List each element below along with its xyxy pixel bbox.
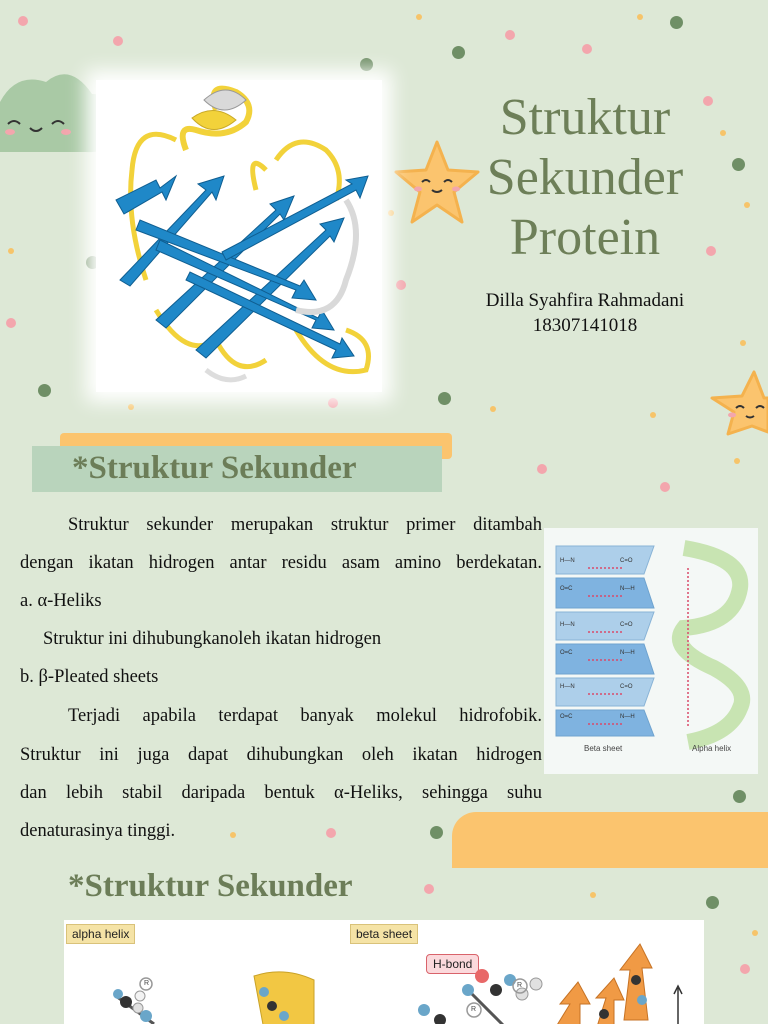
- svg-text:O=C: O=C: [560, 714, 573, 720]
- green-dot: [38, 384, 51, 397]
- svg-text:C=O: C=O: [620, 684, 633, 690]
- r-group-label: R: [517, 982, 523, 989]
- svg-text:O=C: O=C: [560, 586, 573, 592]
- svg-text:N—H: N—H: [620, 586, 635, 592]
- secondary-structure-figure: [544, 528, 758, 774]
- paragraph-line: Struktur ini juga dapat dihubungkan oleh ikatan hidrogen: [20, 745, 542, 765]
- author-name: Dilla Syahfira Rahmadani: [485, 290, 685, 311]
- yellow-dot: [8, 248, 14, 254]
- alpha-beta-figure: [64, 920, 704, 1024]
- paragraph-line: Struktur sekunder merupakan struktur primer ditambah: [68, 515, 542, 535]
- svg-text:C=O: C=O: [620, 622, 633, 628]
- title-line: Struktur: [499, 89, 671, 146]
- svg-text:N—H: N—H: [620, 650, 635, 656]
- paragraph-line: denaturasinya tinggi.: [20, 821, 176, 841]
- yellow-dot: [744, 202, 750, 208]
- pink-dot: [537, 464, 547, 474]
- svg-text:O=C: O=C: [560, 650, 573, 656]
- section-heading: *Struktur Sekunder: [72, 450, 357, 486]
- figure-tag: beta sheet: [350, 924, 418, 944]
- green-dot: [733, 790, 746, 803]
- hbond-label: H-bond: [426, 954, 479, 974]
- figure-tag: alpha helix: [66, 924, 135, 944]
- title-line: Sekunder: [486, 149, 684, 206]
- yellow-dot: [752, 930, 758, 936]
- pink-dot: [424, 884, 434, 894]
- page-title: [440, 88, 730, 268]
- yellow-dot: [650, 412, 656, 418]
- figure-caption: Beta sheet: [584, 744, 623, 753]
- pink-dot: [6, 318, 16, 328]
- star-illustration: [708, 368, 768, 436]
- yellow-dot: [490, 406, 496, 412]
- pink-dot: [18, 16, 28, 26]
- green-dot: [438, 392, 451, 405]
- r-group-label: R: [471, 1006, 477, 1013]
- yellow-dot: [734, 458, 740, 464]
- paragraph-line: dengan ikatan hidrogen antar residu asam amino berdekatan.: [20, 553, 542, 573]
- pink-dot: [740, 964, 750, 974]
- list-item-beta: b. β-Pleated sheets: [20, 667, 159, 687]
- svg-text:H—N: H—N: [560, 558, 575, 564]
- yellow-dot: [740, 340, 746, 346]
- svg-text:H—N: H—N: [560, 684, 575, 690]
- yellow-dot: [637, 14, 643, 20]
- yellow-dot: [590, 892, 596, 898]
- accent-panel: [452, 812, 768, 868]
- r-group-label: R: [144, 980, 150, 987]
- pink-dot: [505, 30, 515, 40]
- green-dot: [670, 16, 683, 29]
- pink-dot: [660, 482, 670, 492]
- section-heading: *Struktur Sekunder: [68, 868, 353, 904]
- list-item-alpha: a. α-Heliks: [20, 591, 102, 611]
- svg-text:C=O: C=O: [620, 558, 633, 564]
- green-dot: [452, 46, 465, 59]
- figure-caption: Alpha helix: [692, 744, 732, 753]
- green-dot: [360, 58, 373, 71]
- pink-dot: [113, 36, 123, 46]
- yellow-dot: [128, 404, 134, 410]
- protein-structure-image: [96, 80, 382, 392]
- title-line: Protein: [509, 209, 661, 266]
- green-dot: [706, 896, 719, 909]
- pink-dot: [582, 44, 592, 54]
- svg-text:H—N: H—N: [560, 622, 575, 628]
- paragraph-line: dan lebih stabil daripada bentuk α-Heliks, sehingga suhu: [20, 783, 542, 803]
- author-block: [470, 288, 700, 338]
- author-id: 18307141018: [532, 315, 638, 336]
- pink-dot: [396, 280, 406, 290]
- svg-text:N—H: N—H: [620, 714, 635, 720]
- paragraph-line: Terjadi apabila terdapat banyak molekul hidrofobik.: [68, 706, 542, 726]
- green-dot: [732, 158, 745, 171]
- list-item-desc: Struktur ini dihubungkanoleh ikatan hidrogen: [43, 629, 382, 649]
- pink-dot: [328, 398, 338, 408]
- yellow-dot: [416, 14, 422, 20]
